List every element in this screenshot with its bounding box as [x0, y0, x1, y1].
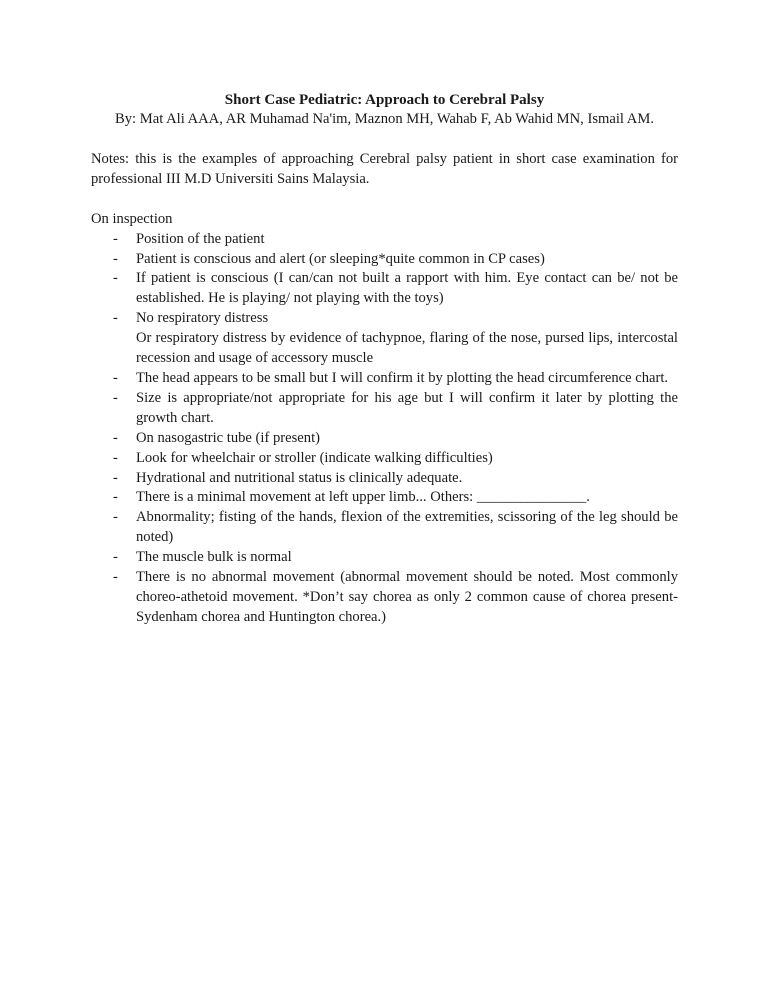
list-item-text: On nasogastric tube (if present): [136, 429, 320, 446]
list-item-text: The head appears to be small but I will confirm it by plotting the head circumference chart.: [136, 369, 669, 386]
bullet-dash: -: [113, 310, 118, 327]
list-item-text: The muscle bulk is normal: [136, 549, 292, 566]
list-item-text: There is a minimal movement at left upper limb... Others: _______________.: [136, 489, 590, 506]
list-item: [91, 309, 678, 369]
list-item: [91, 369, 678, 389]
list-item: [91, 269, 678, 309]
bullet-dash: -: [113, 250, 118, 267]
bullet-dash: -: [113, 230, 118, 247]
list-item: [91, 389, 678, 429]
list-item: [91, 548, 678, 568]
document-title: Short Case Pediatric: Approach to Cerebral Palsy: [224, 92, 545, 108]
document-notes: Notes: this is the examples of approaching Cerebral palsy patient in short case examination for professional III M.D Universiti Sains Malaysia.: [91, 150, 678, 187]
bullet-dash: -: [113, 489, 118, 506]
document-authors: By: Mat Ali AAA, AR Muhamad Na'im, Maznon MH, Wahab F, Ab Wahid MN, Ismail AM.: [115, 111, 654, 127]
bullet-dash: -: [113, 429, 118, 446]
list-item-text: Look for wheelchair or stroller (indicate walking difficulties): [136, 449, 493, 466]
list-item-text: Patient is conscious and alert (or sleeping*quite common in CP cases): [136, 250, 545, 267]
inspection-list: [91, 230, 678, 628]
bullet-dash: -: [113, 389, 118, 406]
list-item-text: No respiratory distress: [136, 310, 269, 327]
list-item-text: Position of the patient: [136, 230, 265, 247]
section-heading: On inspection: [91, 210, 173, 227]
bullet-dash: -: [113, 449, 118, 466]
list-item: [91, 508, 678, 548]
list-item-text: There is no abnormal movement (abnormal movement should be noted. Most commonly choreo-athetoid movement. *Don’t say chorea as only 2 common cause of chorea present- Sydenham chorea and Huntington chorea.): [136, 569, 678, 625]
list-item: [91, 250, 678, 270]
list-item-subtext: Or respiratory distress by evidence of tachypnoe, flaring of the nose, pursed lips, intercostal recession and usage of accessory muscle: [136, 330, 678, 367]
list-item: [91, 429, 678, 449]
bullet-dash: -: [113, 369, 118, 386]
list-item-text: Size is appropriate/not appropriate for his age but I will confirm it later by plotting the growth chart.: [136, 389, 678, 426]
list-item: [91, 568, 678, 628]
list-item-text: If patient is conscious (I can/can not built a rapport with him. Eye contact can be/ not be established. He is playing/ not playing with the toys): [136, 270, 678, 307]
bullet-dash: -: [113, 549, 118, 566]
list-item: [91, 488, 678, 508]
bullet-dash: -: [113, 270, 118, 287]
bullet-dash: -: [113, 509, 118, 526]
document-page: [91, 90, 678, 628]
list-item: [91, 469, 678, 489]
list-item: [91, 449, 678, 469]
list-item-text: Hydrational and nutritional status is clinically adequate.: [136, 469, 463, 486]
list-item: [91, 230, 678, 250]
list-item-text: Abnormality; fisting of the hands, flexion of the extremities, scissoring of the leg should be noted): [136, 509, 678, 546]
bullet-dash: -: [113, 469, 118, 486]
bullet-dash: -: [113, 569, 118, 586]
